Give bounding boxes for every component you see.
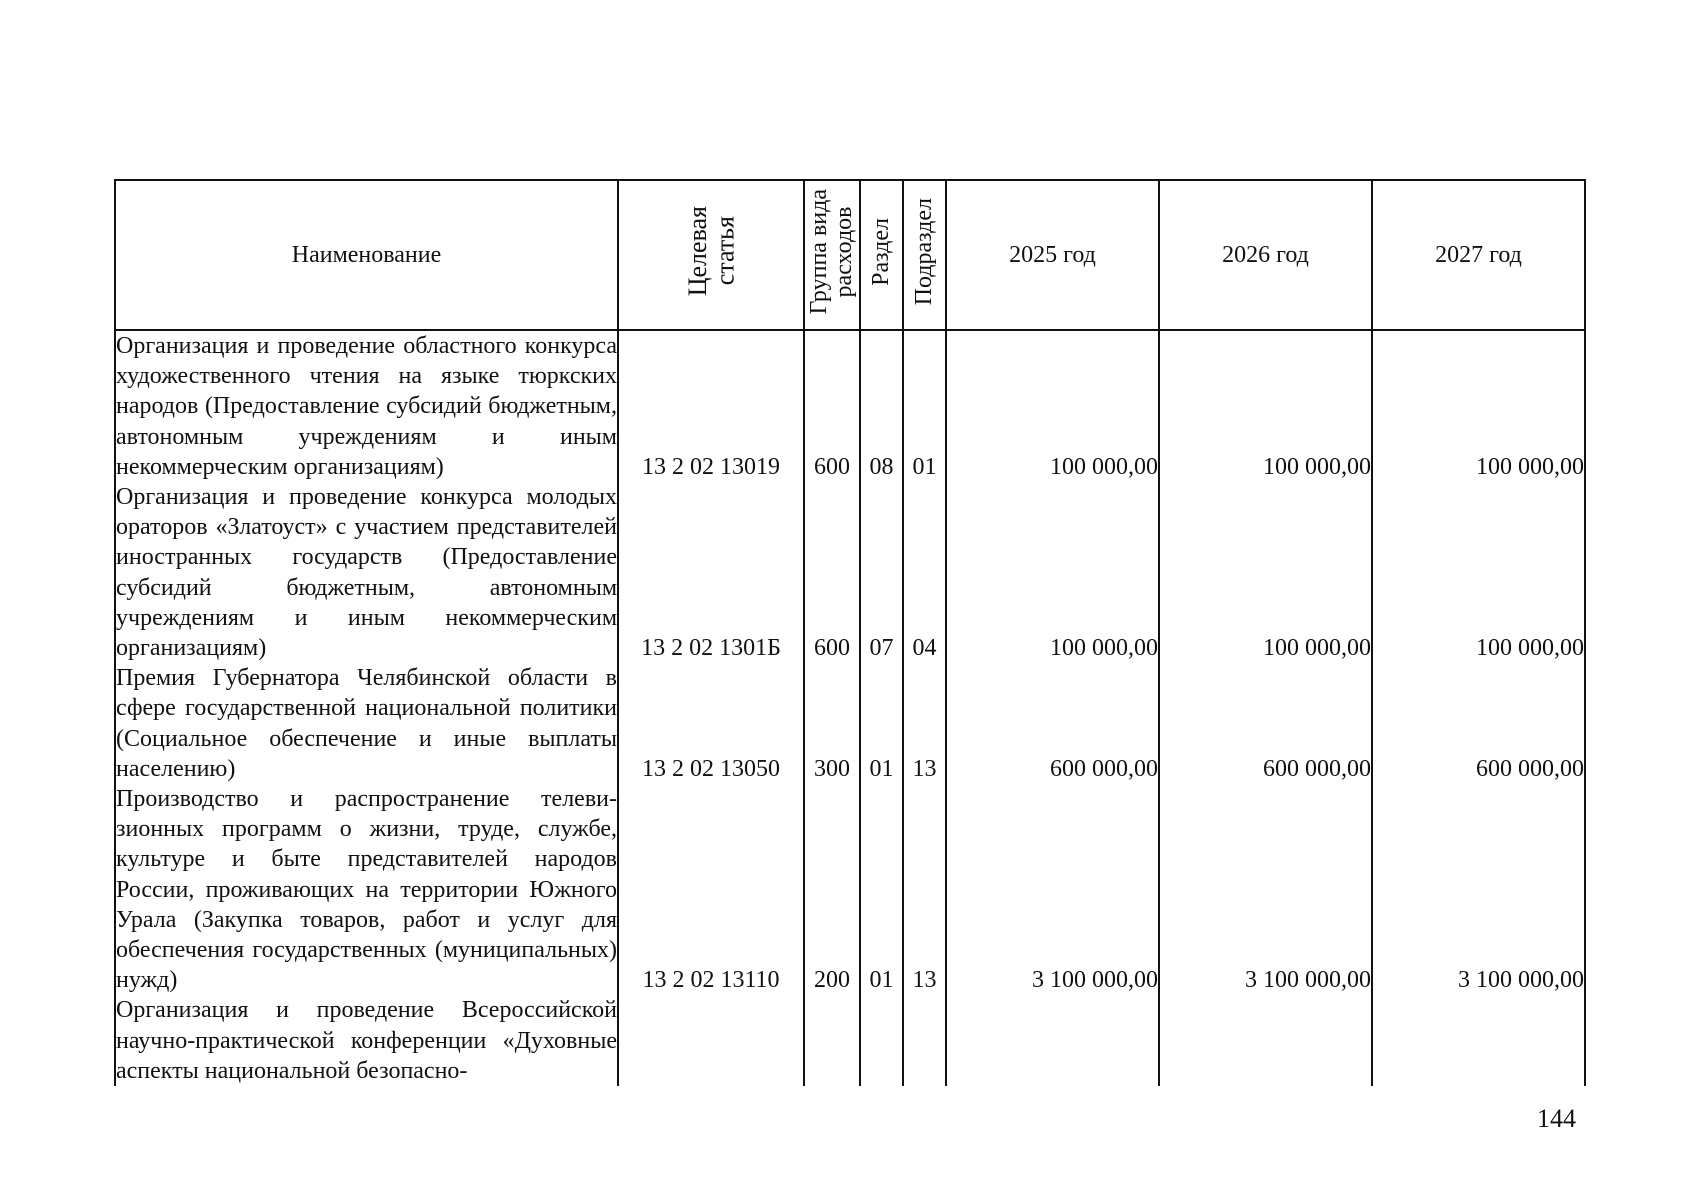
row-amount-2026: 3 100 000,00: [1159, 784, 1372, 995]
row-name: Производство и распространение телевизионных программ о жизни, труде, службе, культуре и быте представителей народов России, проживающих на территории Южного Урала (Закупка товаров, работ и услуг для обеспечения государственных (муниципальных) нужд): [115, 784, 618, 995]
row-subsection: 13: [903, 784, 946, 995]
row-name: Организация и проведение Всероссийской научно-практической конференции «Духовные аспекты национальной безопасно-: [115, 995, 618, 1086]
row-expense-group: 600: [804, 482, 860, 663]
table-row: [115, 330, 1585, 482]
row-amount-2026: 100 000,00: [1159, 482, 1372, 663]
row-amount-2025: [946, 995, 1159, 1086]
header-target-article: Целевая статья: [618, 180, 804, 330]
table-row: [115, 784, 1585, 995]
row-amount-2025: 600 000,00: [946, 663, 1159, 784]
budget-table: [114, 179, 1586, 1086]
row-target-article: 13 2 02 13019: [618, 330, 804, 482]
row-name: Премия Губернатора Челябинской области в сфере государственной национальной политики (Социальное обеспечение и иные выплаты населению): [115, 663, 618, 784]
row-amount-2027: 100 000,00: [1372, 330, 1585, 482]
row-subsection: [903, 995, 946, 1086]
header-section: Раздел: [860, 180, 903, 330]
row-target-article: 13 2 02 13110: [618, 784, 804, 995]
row-subsection: 01: [903, 330, 946, 482]
row-section: [860, 995, 903, 1086]
row-target-article: 13 2 02 1301Б: [618, 482, 804, 663]
row-amount-2027: 100 000,00: [1372, 482, 1585, 663]
row-subsection: 04: [903, 482, 946, 663]
header-name: Наименование: [115, 180, 618, 330]
row-amount-2027: 3 100 000,00: [1372, 784, 1585, 995]
header-year-2026: 2026 год: [1159, 180, 1372, 330]
row-expense-group: 600: [804, 330, 860, 482]
row-target-article: [618, 995, 804, 1086]
table-row: [115, 663, 1585, 784]
page-number: 144: [1537, 1104, 1576, 1133]
row-amount-2026: 100 000,00: [1159, 330, 1372, 482]
table-row: [115, 482, 1585, 663]
row-name: Организация и проведение областного конкурса художественного чтения на языке тюркских народов (Предоставление субсидий бюджетным, автономным учреждениям и иным некоммерческим организациям): [115, 330, 618, 482]
header-year-2027: 2027 год: [1372, 180, 1585, 330]
row-amount-2025: 100 000,00: [946, 330, 1159, 482]
row-target-article: 13 2 02 13050: [618, 663, 804, 784]
row-expense-group: [804, 995, 860, 1086]
row-section: 08: [860, 330, 903, 482]
header-expense-group: Группа вида расходов: [804, 180, 860, 330]
row-amount-2027: 600 000,00: [1372, 663, 1585, 784]
row-expense-group: 200: [804, 784, 860, 995]
table-row: [115, 995, 1585, 1086]
header-year-2025: 2025 год: [946, 180, 1159, 330]
row-name: Организация и проведение конкурса молодых ораторов «Златоуст» с участием представителей иностранных государств (Предоставление субсидий бюджетным, автономным учреждениям и иным некоммерческим организациям): [115, 482, 618, 663]
row-section: 01: [860, 663, 903, 784]
header-subsection: Подраздел: [903, 180, 946, 330]
row-amount-2025: 3 100 000,00: [946, 784, 1159, 995]
row-amount-2027: [1372, 995, 1585, 1086]
row-amount-2026: 600 000,00: [1159, 663, 1372, 784]
row-amount-2026: [1159, 995, 1372, 1086]
row-expense-group: 300: [804, 663, 860, 784]
table-header-row: [115, 180, 1585, 330]
row-amount-2025: 100 000,00: [946, 482, 1159, 663]
row-subsection: 13: [903, 663, 946, 784]
row-section: 01: [860, 784, 903, 995]
row-section: 07: [860, 482, 903, 663]
